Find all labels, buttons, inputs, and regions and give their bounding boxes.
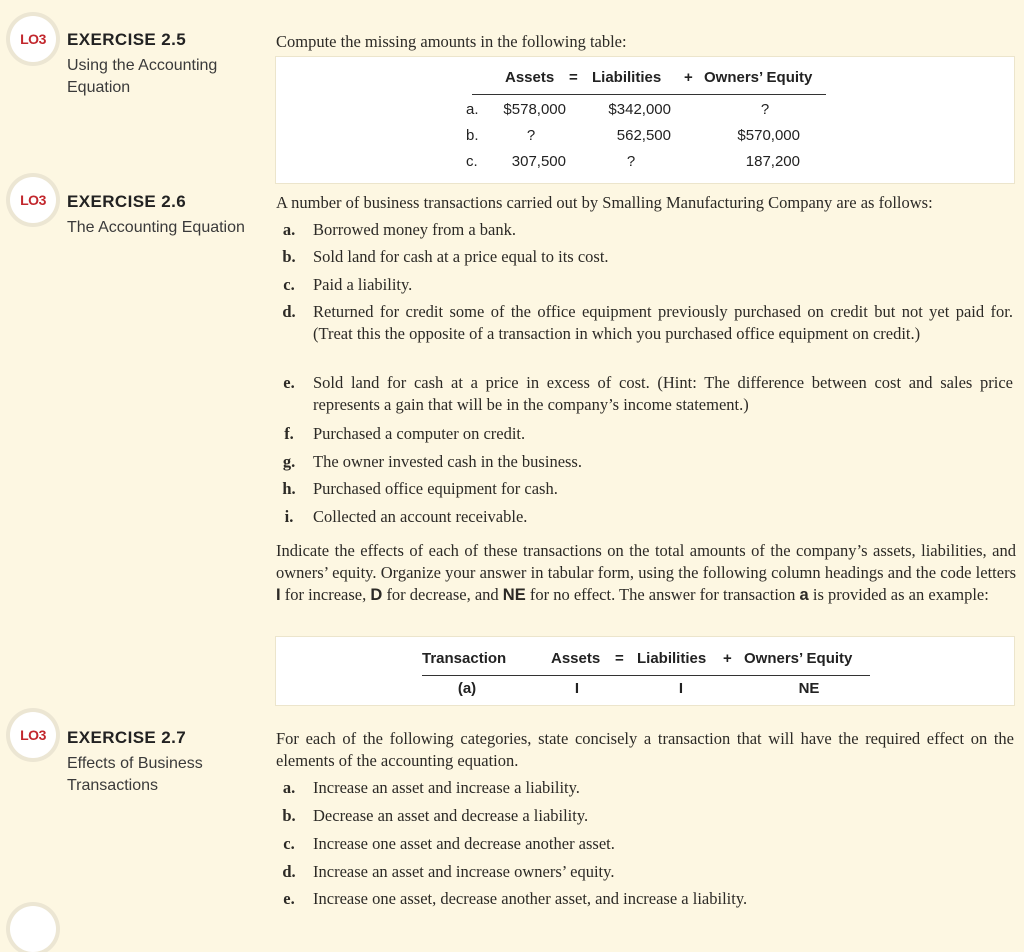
item-letter: e. bbox=[283, 889, 295, 908]
exercise-instruction: Compute the missing amounts in the following table: bbox=[276, 32, 627, 51]
item-text: Decrease an asset and decrease a liability. bbox=[313, 806, 589, 825]
header-owners-equity: Owners’ Equity bbox=[704, 69, 813, 86]
row-label: a. bbox=[466, 101, 479, 118]
header-plus: + bbox=[684, 69, 693, 86]
cell-liabilities: ? bbox=[626, 153, 636, 170]
exercise-intro: A number of business transactions carried out by Smalling Manufacturing Company are as follows: bbox=[276, 193, 933, 212]
item-letter: d. bbox=[282, 302, 296, 321]
cell-liabilities: 562,500 bbox=[616, 127, 671, 144]
item-text: Collected an account receivable. bbox=[313, 507, 528, 526]
exercise-subtitle: Using the Accounting Equation bbox=[67, 57, 218, 96]
item-text: Purchased office equipment for cash. bbox=[313, 479, 558, 498]
header-owners-equity: Owners’ Equity bbox=[744, 650, 853, 667]
header-plus: + bbox=[723, 650, 732, 667]
item-text: Paid a liability. bbox=[313, 275, 413, 294]
code-no-effect: NE bbox=[502, 586, 526, 604]
item-letter: e. bbox=[283, 373, 295, 392]
item-letter: a. bbox=[282, 220, 296, 239]
item-text: Increase one asset and decrease another asset. bbox=[313, 834, 615, 853]
header-assets: Assets bbox=[505, 69, 555, 86]
item-letter: c. bbox=[283, 275, 295, 294]
item-letter: f. bbox=[284, 424, 294, 443]
instruction-text: Indicate the effects of each of these transactions on the total amounts of the company’s assets, liabilities, and owners’ equity. Organize your answer in tabular form, using the following column headings and the code letters bbox=[276, 541, 1016, 582]
cell-equity: 187,200 bbox=[745, 153, 800, 170]
cell-assets: I bbox=[574, 680, 580, 697]
code-decrease: D bbox=[370, 586, 383, 604]
exercise-title: EXERCISE 2.6 bbox=[67, 192, 187, 211]
item-letter: b. bbox=[282, 806, 296, 825]
header-assets: Assets bbox=[551, 650, 601, 667]
item-letter: d. bbox=[282, 862, 296, 881]
item-text: Purchased a computer on credit. bbox=[313, 424, 526, 443]
exercise-title: EXERCISE 2.5 bbox=[67, 30, 187, 49]
item-letter: a. bbox=[282, 778, 296, 797]
code-transaction-a: a bbox=[799, 586, 809, 604]
lo-badge: LO3 bbox=[10, 177, 56, 223]
header-equals: = bbox=[615, 650, 624, 667]
header-transaction: Transaction bbox=[422, 650, 507, 667]
cell-equity: NE bbox=[798, 680, 820, 697]
header-rule bbox=[472, 94, 826, 95]
item-letter: h. bbox=[282, 479, 296, 498]
exercise-title: EXERCISE 2.7 bbox=[67, 728, 187, 747]
item-text: Increase an asset and increase owners’ equity. bbox=[313, 862, 615, 881]
cell-liabilities: I bbox=[678, 680, 684, 697]
code-increase: I bbox=[276, 586, 281, 604]
row-label: b. bbox=[466, 127, 479, 144]
item-text: The owner invested cash in the business. bbox=[313, 452, 582, 471]
item-text: Sold land for cash at a price in excess of cost. (Hint: The difference between cost and sales price represents a gain that will be in the company’s income statement.) bbox=[313, 373, 1013, 414]
cell-equity: ? bbox=[760, 101, 770, 118]
header-equals: = bbox=[569, 69, 578, 86]
instruction-text: for increase, bbox=[280, 585, 371, 604]
cell-assets: $578,000 bbox=[503, 101, 566, 118]
cell-assets: ? bbox=[526, 127, 536, 144]
example-answer-table bbox=[276, 637, 1014, 705]
exercise-intro: For each of the following categories, state concisely a transaction that will have the required effect on the elements of the accounting equation. bbox=[276, 729, 1014, 770]
instruction-text: for decrease, and bbox=[382, 585, 503, 604]
exercise-subtitle: The Accounting Equation bbox=[67, 219, 245, 236]
instruction-text: for no effect. The answer for transaction bbox=[525, 585, 800, 604]
instruction-text: is provided as an example: bbox=[808, 585, 989, 604]
cell-liabilities: $342,000 bbox=[608, 101, 671, 118]
cell-equity: $570,000 bbox=[737, 127, 800, 144]
item-letter: b. bbox=[282, 247, 296, 266]
missing-amounts-table bbox=[276, 57, 1014, 183]
header-liabilities: Liabilities bbox=[592, 69, 662, 86]
item-letter: c. bbox=[283, 834, 295, 853]
cell-assets: 307,500 bbox=[511, 153, 566, 170]
lo-badge-partial bbox=[10, 906, 56, 952]
item-text: Sold land for cash at a price equal to its cost. bbox=[313, 247, 609, 266]
cell-transaction: (a) bbox=[457, 680, 477, 697]
instruction-paragraph bbox=[276, 540, 1016, 606]
item-text: Returned for credit some of the office equipment previously purchased on credit but not yet paid for. (Treat this the opposite of a transaction in which you purchased office equipment on credit.) bbox=[313, 302, 1013, 343]
row-label: c. bbox=[466, 153, 478, 170]
item-letter: g. bbox=[282, 452, 296, 471]
header-rule bbox=[422, 675, 870, 676]
item-text: Increase one asset, decrease another asset, and increase a liability. bbox=[313, 889, 748, 908]
header-liabilities: Liabilities bbox=[637, 650, 707, 667]
item-letter: i. bbox=[284, 507, 294, 526]
item-text: Increase an asset and increase a liability. bbox=[313, 778, 580, 797]
lo-badge: LO3 bbox=[10, 712, 56, 758]
exercise-subtitle: Effects of Business Transactions bbox=[67, 755, 203, 794]
item-text: Borrowed money from a bank. bbox=[313, 220, 516, 239]
lo-badge: LO3 bbox=[10, 16, 56, 62]
